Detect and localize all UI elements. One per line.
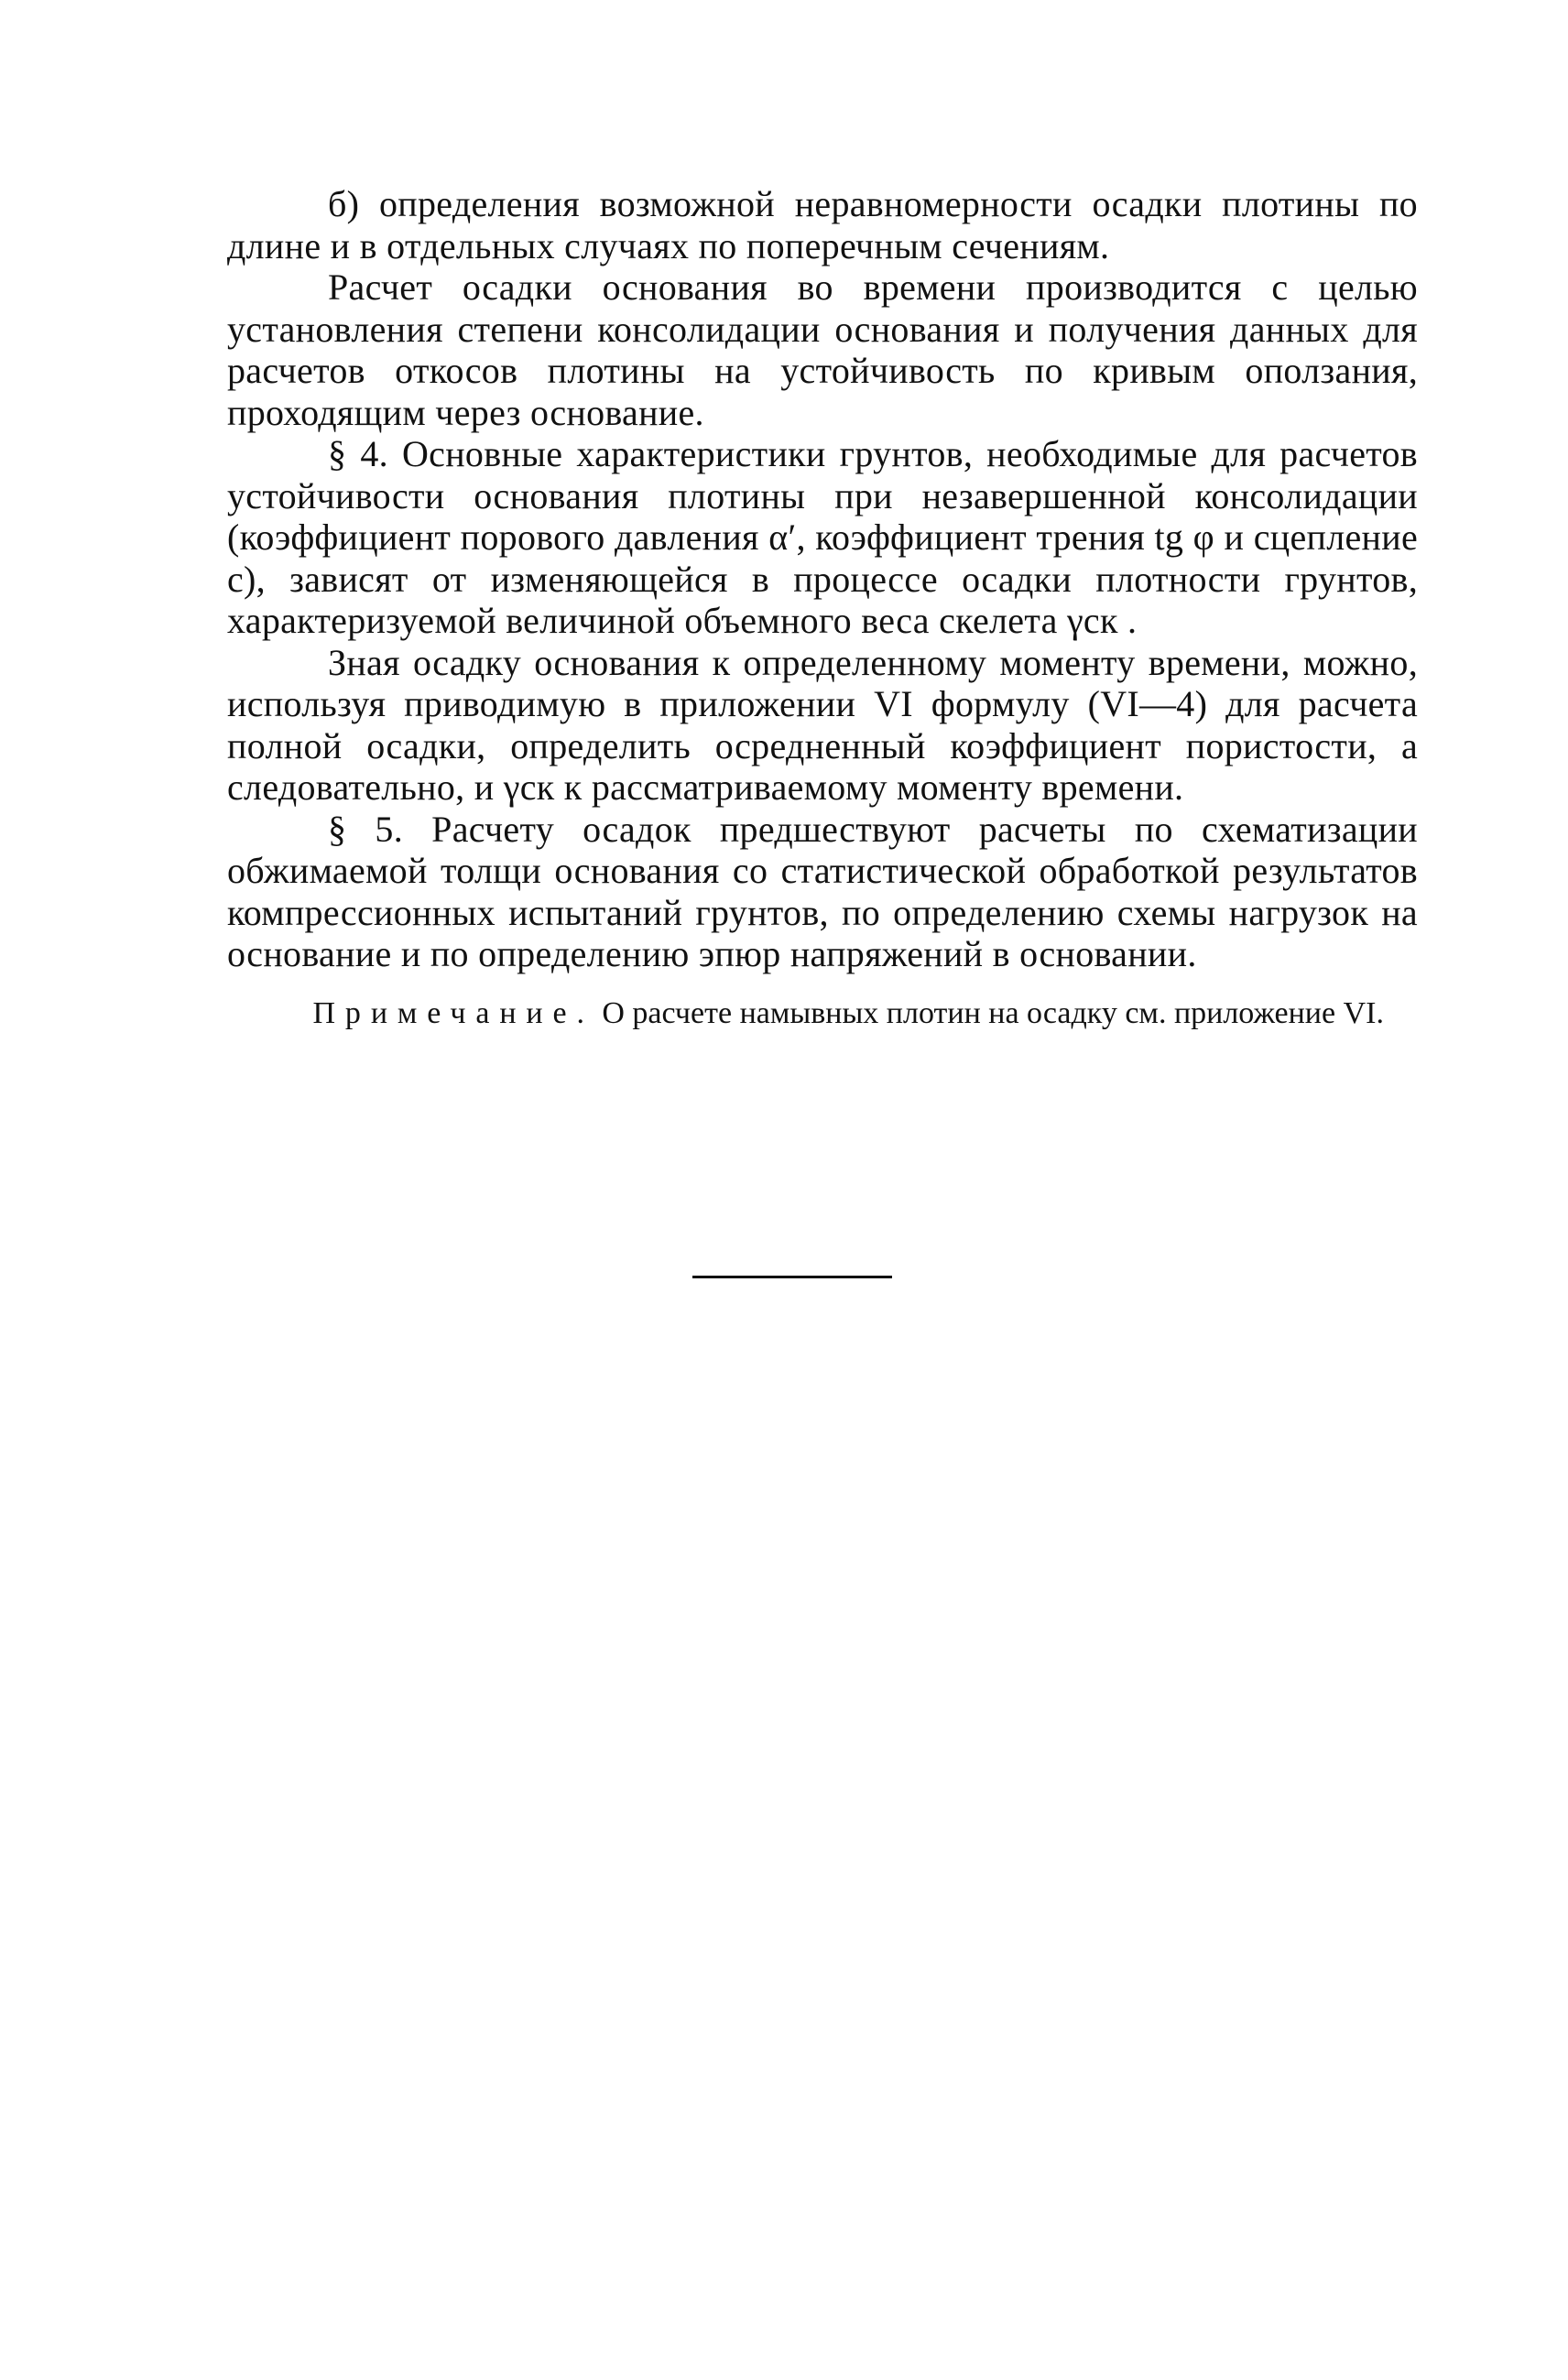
note-text: О расчете намывных плотин на осадку см. приложение VI.	[602, 995, 1384, 1030]
body-text	[227, 183, 1418, 1032]
paragraph-section-4: § 4. Основные характеристики грунтов, необходимые для расчетов устойчивости основания плотины при незавершенной консолидации (коэффициент порового давления α′, коэффициент трения tg φ и сцепление c), зависят от изменяющейся в процессе осадки плотности грунтов, характеризуемой величиной объемного веса скелета γск .	[227, 433, 1418, 641]
paragraph-section-5: § 5. Расчету осадок предшествуют расчеты по схематизации обжимаемой толщи основания со статистической обработкой результатов компрессионных испытаний грунтов, по определению схемы нагрузок на основание и по определению эпюр напряжений в основании.	[227, 808, 1418, 974]
paragraph-consolidation-time: Расчет осадки основания во времени производится с целью установления степени консолидации основания и получения данных для расчетов откосов плотины на устойчивость по кривым оползания, проходящим через основание.	[227, 266, 1418, 433]
paragraph-porosity: Зная осадку основания к определенному моменту времени, можно, используя приводимую в приложении VI формулу (VI—4) для расчета полной осадки, определить осредненный коэффициент пористости, а следовательно, и γск к рассматриваемому моменту времени.	[227, 641, 1418, 808]
section-divider	[692, 1276, 892, 1278]
paragraph-b-unevenness: б) определения возможной неравномерности осадки плотины по длине и в отдельных случаях по поперечным сечениям.	[227, 183, 1418, 266]
footnote-note	[227, 995, 1418, 1032]
note-label: Примечание.	[312, 995, 594, 1030]
